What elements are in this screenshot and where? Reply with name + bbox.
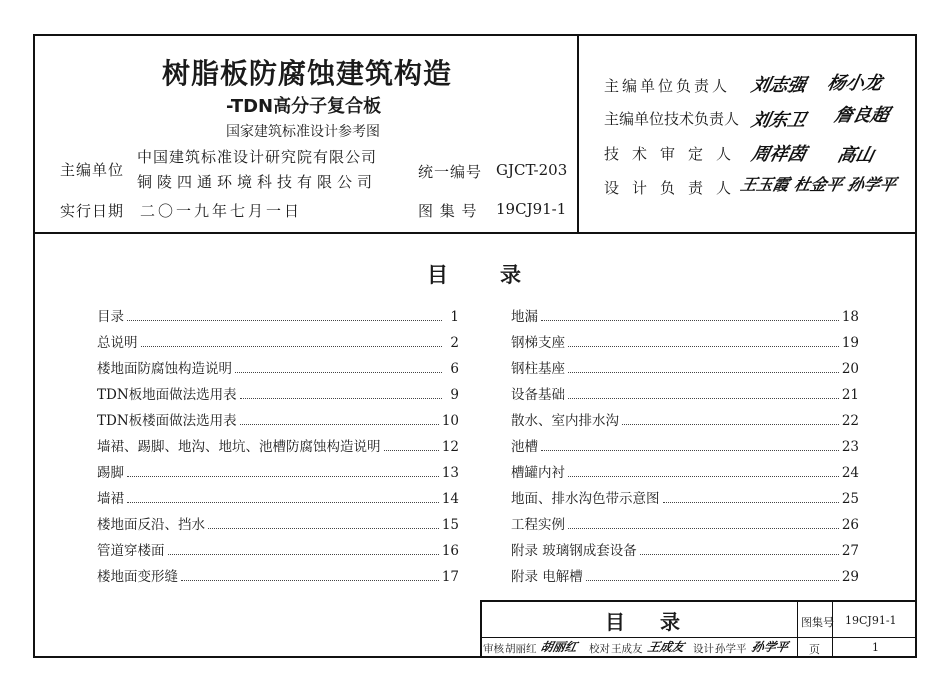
toc-leader-dots — [127, 502, 439, 503]
toc-item-label: TDN板地面做法选用表 — [97, 387, 237, 403]
toc-item-label: 目录 — [97, 309, 124, 325]
signature-4: 王玉霞 杜金平 孙学平 — [738, 175, 898, 194]
toc-item[interactable] — [511, 305, 859, 325]
header-divider — [33, 232, 917, 234]
reference-note: 国家建筑标准设计参考图 — [226, 124, 380, 140]
responsible-label-4: 设计负责人 — [604, 179, 745, 197]
toc-leader-dots — [127, 320, 442, 321]
toc-item-page: 14 — [441, 491, 459, 507]
toc-item-page: 20 — [841, 361, 859, 377]
toc-item-label: 地漏 — [511, 309, 538, 325]
atlas-value: 19CJ91-1 — [496, 200, 567, 218]
toc-leader-dots — [208, 528, 439, 529]
toc-item[interactable] — [97, 487, 459, 507]
toc-leader-dots — [141, 346, 443, 347]
toc-item[interactable] — [511, 487, 859, 507]
toc-item-page: 25 — [841, 491, 859, 507]
signature-3b: 高山 — [835, 145, 876, 166]
toc-item[interactable] — [511, 513, 859, 533]
toc-item[interactable] — [97, 565, 459, 585]
toc-leader-dots — [240, 424, 439, 425]
toc-item[interactable] — [97, 435, 459, 455]
toc-item-label: TDN板楼面做法选用表 — [97, 413, 237, 429]
tb-atlas-label: 图集号 — [801, 616, 834, 629]
toc-leader-dots — [622, 424, 839, 425]
responsible-label-2: 主编单位技术负责人 — [604, 110, 740, 128]
editor-unit-label: 主编单位 — [60, 161, 125, 179]
serial-value: GJCT-203 — [496, 161, 568, 179]
tb-check-label: 校对 — [589, 643, 610, 655]
atlas-label: 图 集 号 — [418, 202, 478, 220]
toc-item-page: 27 — [841, 543, 859, 559]
toc-item-page: 19 — [841, 335, 859, 351]
page-title: 树脂板防腐蚀建筑构造 — [162, 57, 453, 90]
toc-item[interactable] — [511, 539, 859, 559]
toc-leader-dots — [127, 476, 439, 477]
toc-leader-dots — [235, 372, 442, 373]
toc-leader-dots — [568, 346, 839, 347]
toc-leader-dots — [541, 320, 839, 321]
toc-item-page: 9 — [450, 387, 459, 403]
toc-item[interactable] — [511, 383, 859, 403]
toc-item-label: 附录 电解槽 — [511, 569, 583, 585]
signature-3a: 周祥茵 — [749, 144, 808, 165]
toc-leader-dots — [541, 450, 839, 451]
tb-page-label: 页 — [809, 643, 820, 656]
header-vertical-divider — [577, 34, 579, 233]
toc-item-page: 6 — [450, 361, 459, 377]
toc-leader-dots — [568, 476, 839, 477]
toc-item-label: 总说明 — [97, 335, 138, 351]
editor-unit-1: 中国建筑标准设计研究院有限公司 — [137, 148, 378, 166]
toc-item[interactable] — [511, 357, 859, 377]
date-value: 二〇一九年七月一日 — [140, 202, 303, 220]
toc-item-page: 24 — [841, 465, 859, 481]
page-subtitle: -TDN高分子复合板 — [226, 96, 382, 117]
toc-leader-dots — [384, 450, 439, 451]
toc-item[interactable] — [511, 331, 859, 351]
tb-check-signature: 王成友 — [646, 640, 686, 654]
toc-item-label: 槽罐内衬 — [511, 465, 565, 481]
toc-item-label: 墙裙、踢脚、地沟、地坑、池槽防腐蚀构造说明 — [97, 439, 381, 455]
toc-item-page: 2 — [450, 335, 459, 351]
toc-item[interactable] — [511, 565, 859, 585]
toc-item-page: 16 — [441, 543, 459, 559]
toc-leader-dots — [640, 554, 839, 555]
toc-item[interactable] — [97, 513, 459, 533]
toc-item-page: 15 — [441, 517, 459, 533]
toc-item[interactable] — [97, 461, 459, 481]
toc-leader-dots — [586, 580, 839, 581]
toc-item-label: 设备基础 — [511, 387, 565, 403]
tb-design-label: 设计 — [693, 643, 714, 655]
date-label: 实行日期 — [60, 202, 125, 220]
signature-2b: 詹良超 — [832, 105, 891, 126]
toc-leader-dots — [568, 528, 839, 529]
tb-review-signature: 胡丽红 — [539, 640, 579, 654]
tb-design-signature: 孙学平 — [750, 640, 790, 654]
toc-leader-dots — [663, 502, 839, 503]
responsible-label-1: 主编单位负责人 — [604, 77, 731, 95]
tb-review-label: 审核 — [483, 643, 504, 655]
tb-page-value: 1 — [872, 641, 879, 654]
toc-item[interactable] — [97, 357, 459, 377]
toc-item-label: 楼地面反沿、挡水 — [97, 517, 205, 533]
sheet-title: 目 录 — [605, 610, 694, 634]
toc-item-label: 散水、室内排水沟 — [511, 413, 619, 429]
toc-item[interactable] — [97, 409, 459, 429]
toc-item-label: 管道穿楼面 — [97, 543, 165, 559]
serial-label: 统一编号 — [418, 163, 483, 181]
toc-item-label: 墙裙 — [97, 491, 124, 507]
toc-item[interactable] — [511, 435, 859, 455]
toc-heading-right: 录 — [500, 263, 521, 287]
toc-item-page: 12 — [441, 439, 459, 455]
toc-item-page: 29 — [841, 569, 859, 585]
tb-atlas-value: 19CJ91-1 — [845, 614, 897, 627]
tb-design-name: 孙学平 — [715, 643, 747, 655]
toc-item-label: 池槽 — [511, 439, 538, 455]
signature-2a: 刘东卫 — [749, 110, 808, 131]
toc-item-page: 10 — [441, 413, 459, 429]
signature-1b: 杨小龙 — [825, 73, 884, 94]
toc-leader-dots — [181, 580, 439, 581]
toc-item-page: 22 — [841, 413, 859, 429]
tb-review-name: 胡丽红 — [505, 643, 537, 655]
toc-leader-dots — [168, 554, 439, 555]
toc-item-page: 1 — [450, 309, 459, 325]
toc-leader-dots — [568, 398, 839, 399]
toc-item-label: 楼地面防腐蚀构造说明 — [97, 361, 232, 377]
toc-heading-left: 目 — [427, 263, 448, 287]
toc-item-label: 工程实例 — [511, 517, 565, 533]
signature-1a: 刘志强 — [749, 75, 808, 96]
toc-item-page: 21 — [841, 387, 859, 403]
toc-leader-dots — [240, 398, 442, 399]
toc-item-label: 楼地面变形缝 — [97, 569, 178, 585]
toc-item[interactable] — [97, 383, 459, 403]
toc-item-label: 钢柱基座 — [511, 361, 565, 377]
editor-unit-2: 铜陵四通环境科技有限公司 — [137, 173, 378, 191]
toc-leader-dots — [568, 372, 839, 373]
toc-item[interactable] — [511, 461, 859, 481]
toc-item[interactable] — [97, 305, 459, 325]
toc-item[interactable] — [97, 331, 459, 351]
tb-check-name: 王成友 — [611, 643, 643, 655]
responsible-label-3: 技术审定人 — [604, 145, 745, 163]
toc-item-page: 26 — [841, 517, 859, 533]
toc-item[interactable] — [511, 409, 859, 429]
toc-item-page: 18 — [841, 309, 859, 325]
toc-item-label: 踢脚 — [97, 465, 124, 481]
toc-item-label: 地面、排水沟色带示意图 — [511, 491, 660, 507]
toc-item-page: 13 — [441, 465, 459, 481]
toc-item-page: 17 — [441, 569, 459, 585]
toc-item-label: 附录 玻璃钢成套设备 — [511, 543, 637, 559]
toc-item-label: 钢梯支座 — [511, 335, 565, 351]
toc-item-page: 23 — [841, 439, 859, 455]
toc-item[interactable] — [97, 539, 459, 559]
